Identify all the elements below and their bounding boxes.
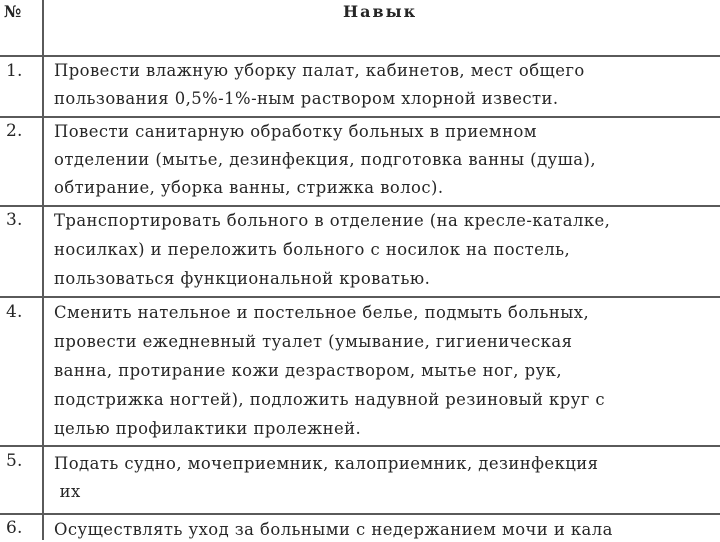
skill-line: пользования 0,5%-1%-ным раствором хлорной извести. bbox=[54, 89, 559, 108]
row-number: 5. bbox=[6, 451, 23, 471]
skill-line: Сменить нательное и постельное белье, подмыть больных, bbox=[54, 303, 590, 322]
skill-line: пользоваться функциональной кроватью. bbox=[54, 269, 431, 288]
row-divider bbox=[0, 445, 720, 447]
skill-line: отделении (мытье, дезинфекция, подготовка ванны (душа), bbox=[54, 150, 597, 169]
skill-line: Повести санитарную обработку больных в приемном bbox=[54, 122, 537, 141]
row-number: 2. bbox=[6, 121, 23, 141]
row-divider bbox=[0, 116, 720, 118]
skill-line: носилках) и переложить больного с носилок на постель, bbox=[54, 240, 571, 259]
row-number: 1. bbox=[6, 61, 23, 81]
row-divider bbox=[0, 55, 720, 57]
skill-line: ванна, протирание кожи дезраствором, мытье ног, рук, bbox=[54, 361, 563, 380]
skill-line: Провести влажную уборку палат, кабинетов, мест общего bbox=[54, 61, 585, 80]
skill-line: подстрижка ногтей), подложить надувной резиновый круг с bbox=[54, 390, 606, 409]
skill-line: обтирание, уборка ванны, стрижка волос). bbox=[54, 178, 444, 197]
row-number: 3. bbox=[6, 210, 23, 230]
row-divider bbox=[0, 296, 720, 298]
skill-line: их bbox=[54, 482, 81, 501]
header-number: № bbox=[4, 2, 22, 21]
column-divider bbox=[42, 0, 44, 540]
skill-line: Осуществлять уход за больными с недержанием мочи и кала bbox=[54, 520, 613, 539]
header-skill: Навык bbox=[343, 2, 418, 21]
row-divider bbox=[0, 513, 720, 515]
skill-line: Транспортировать больного в отделение (на кресле-каталке, bbox=[54, 211, 611, 230]
row-number: 4. bbox=[6, 302, 23, 322]
row-divider bbox=[0, 205, 720, 207]
skill-line: провести ежедневный туалет (умывание, гигиеническая bbox=[54, 332, 573, 351]
skill-line: Подать судно, мочеприемник, калоприемник, дезинфекция bbox=[54, 454, 599, 473]
row-number: 6. bbox=[6, 518, 23, 538]
skill-line: целью профилактики пролежней. bbox=[54, 419, 362, 438]
